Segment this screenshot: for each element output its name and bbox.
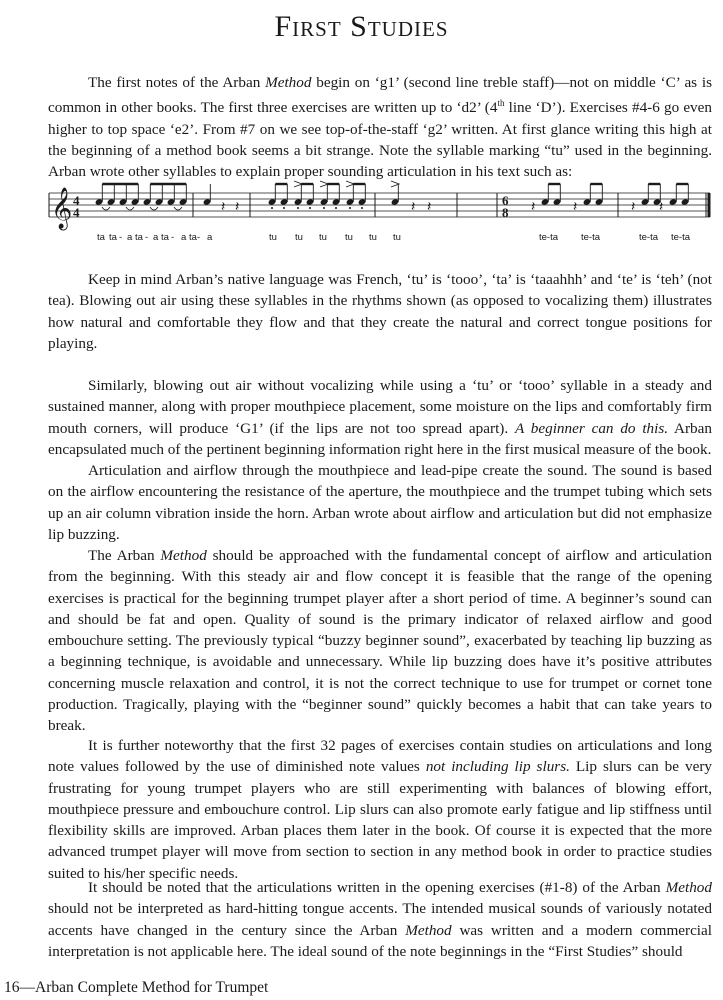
tie: [174, 207, 182, 210]
time-signature-bottom: 8: [502, 205, 509, 220]
treble-clef-icon: 𝄞: [51, 188, 73, 229]
syllable-markings: [97, 232, 691, 243]
rest-icon: 𝄽: [427, 199, 432, 215]
time-signature-bottom: 4: [73, 205, 80, 220]
paragraph: It is further noteworthy that the first 32 pages of exercises contain studies on articulations and long note values followed by the use of diminished note values not including lip slurs. Lip slurs can be very frustrating for young trumpet players who are still experimenting with balances of blowing effort, mouthpiece pressure and embouchure control. Lip slurs can also promote early fatigue and lip stiffness until flexibility skills are improved. Arban places them later in the book. Of course it is expected that the more advanced trumpet player will move from section to section in any method book in order to practice studies suited to his/her specific needs.: [48, 737, 712, 882]
syllable: te-ta: [639, 232, 659, 243]
syllable: a: [181, 232, 187, 243]
staccato-dot: [271, 207, 273, 209]
syllable: -: [145, 232, 149, 243]
syllable: ta: [135, 232, 143, 243]
syllable: te-ta: [671, 232, 691, 243]
measure-notes: [95, 181, 690, 215]
staccato-dot: [323, 207, 325, 209]
syllable: tu: [345, 232, 353, 243]
staccato-dot: [297, 207, 299, 209]
accent-mark: [294, 181, 302, 187]
page-footer: 16—Arban Complete Method for Trumpet: [4, 979, 269, 996]
time-signature-top: 6: [502, 193, 509, 208]
syllable: te-ta: [581, 232, 601, 243]
staccato-dot: [283, 207, 285, 209]
syllable: ta: [189, 232, 197, 243]
rest-icon: 𝄽: [631, 199, 636, 215]
page-title: First Studies: [274, 10, 449, 43]
staff-notation: [47, 178, 712, 248]
tie: [102, 207, 110, 210]
staccato-dot: [335, 207, 337, 209]
time-signature-top: 4: [73, 193, 80, 208]
paragraph: It should be noted that the articulations written in the opening exercises (#1-8) of the Arban Method should not be interpreted as hard-hitting tongue accents. The intended musical sounds of variously notated accents have changed in the century since the Arban Method was written and a modern commercial interpretation is not applicable here. The ideal sound of the note beginnings in the “First Studies” should: [48, 879, 712, 960]
rest-icon: 𝄽: [411, 199, 416, 215]
staccato-dot: [349, 207, 351, 209]
syllable: ta: [161, 232, 169, 243]
accent-mark: [391, 181, 399, 187]
rest-icon: 𝄽: [659, 199, 664, 215]
staccato-dot: [309, 207, 311, 209]
accent-mark: [320, 181, 328, 187]
syllable: tu: [295, 232, 303, 243]
paragraph: The first notes of the Arban Method begin on ‘g1’ (second line treble staff)—not on middle ‘C’ as is common in other books. The first three exercises are written up to ‘d2’ (4th line ‘D’). Exercises #4-6 go even higher to top space ‘e2’. From #7 on we see top-of-the-staff ‘g2’ written. At first glance writing this high at the beginning of a method book seems a bit strange. Note the syllable marking “tu” used in the beginning. Arban wrote other syllables to explain proper sounding articulation in his text such as:: [48, 74, 712, 181]
rest-icon: 𝄽: [573, 199, 578, 215]
staccato-dot: [361, 207, 363, 209]
syllable: a: [207, 232, 213, 243]
syllable: te-ta: [539, 232, 559, 243]
accent-mark: [346, 181, 354, 187]
paragraph: The Arban Method should be approached with the fundamental concept of airflow and articulation from the beginning. With this steady air and flow concept it is feasible that the range of the opening exercises is practical for the beginning trumpet player after a short period of time. A beginner’s sound can and should be fat and open. Quality of sound is the primary indicator of relaxed airflow and good embouchure setting. The previously typical “buzzy beginner sound”, exacerbated by teaching lip buzzing as a beginning technique, is avoidable and unnecessary. While lip buzzing does have it’s positive attributes concerning muscle relaxation and control, it is not the correct technique to use for trumpet or cornet tone production. Tragically, playing with the “beginner sound” quickly becomes a habit that can take years to break.: [48, 547, 712, 735]
syllable: ta: [97, 232, 105, 243]
syllable: tu: [369, 232, 377, 243]
rest-icon: 𝄽: [531, 199, 536, 215]
tie: [126, 207, 134, 210]
syllable: ta: [109, 232, 117, 243]
syllable: -: [171, 232, 175, 243]
syllable: tu: [319, 232, 327, 243]
syllable: tu: [393, 232, 401, 243]
paragraph: Similarly, blowing out air without vocalizing while using a ‘tu’ or ‘tooo’ syllable in a steady and sustained manner, along with proper mouthpiece placement, some moisture on the lips and comfortably firm mouth corners, will produce ‘G1’ (if the lips are not too spread apart). A beginner can do this. Arban encapsulated much of the pertinent beginning information right here in the first musical measure of the book.: [48, 377, 712, 458]
syllable: -: [197, 232, 201, 243]
paragraph: Articulation and airflow through the mouthpiece and lead-pipe create the sound. The sound is based on the airflow encountering the resistance of the aperture, the mouthpiece and the trumpet tubing which sets up an air column vibration inside the horn. Arban wrote about airflow and articulation but did not emphasize lip buzzing.: [48, 462, 712, 543]
rest-icon: 𝄽: [221, 199, 226, 215]
syllable: -: [119, 232, 123, 243]
music-example: [47, 178, 712, 248]
syllable: tu: [269, 232, 277, 243]
tie: [150, 207, 158, 210]
rest-icon: 𝄽: [235, 199, 240, 215]
syllable: a: [153, 232, 159, 243]
syllable: a: [127, 232, 133, 243]
paragraph: Keep in mind Arban’s native language was French, ‘tu’ is ‘tooo’, ‘ta’ is ‘taaahhh’ and ‘te’ is ‘teh’ (not tea). Blowing out air using these syllables in the rhythms shown (as opposed to vocalizing them) illustrates how natural and comfortable they flow and that they create the natural and correct tongue positions for playing.: [48, 271, 712, 352]
